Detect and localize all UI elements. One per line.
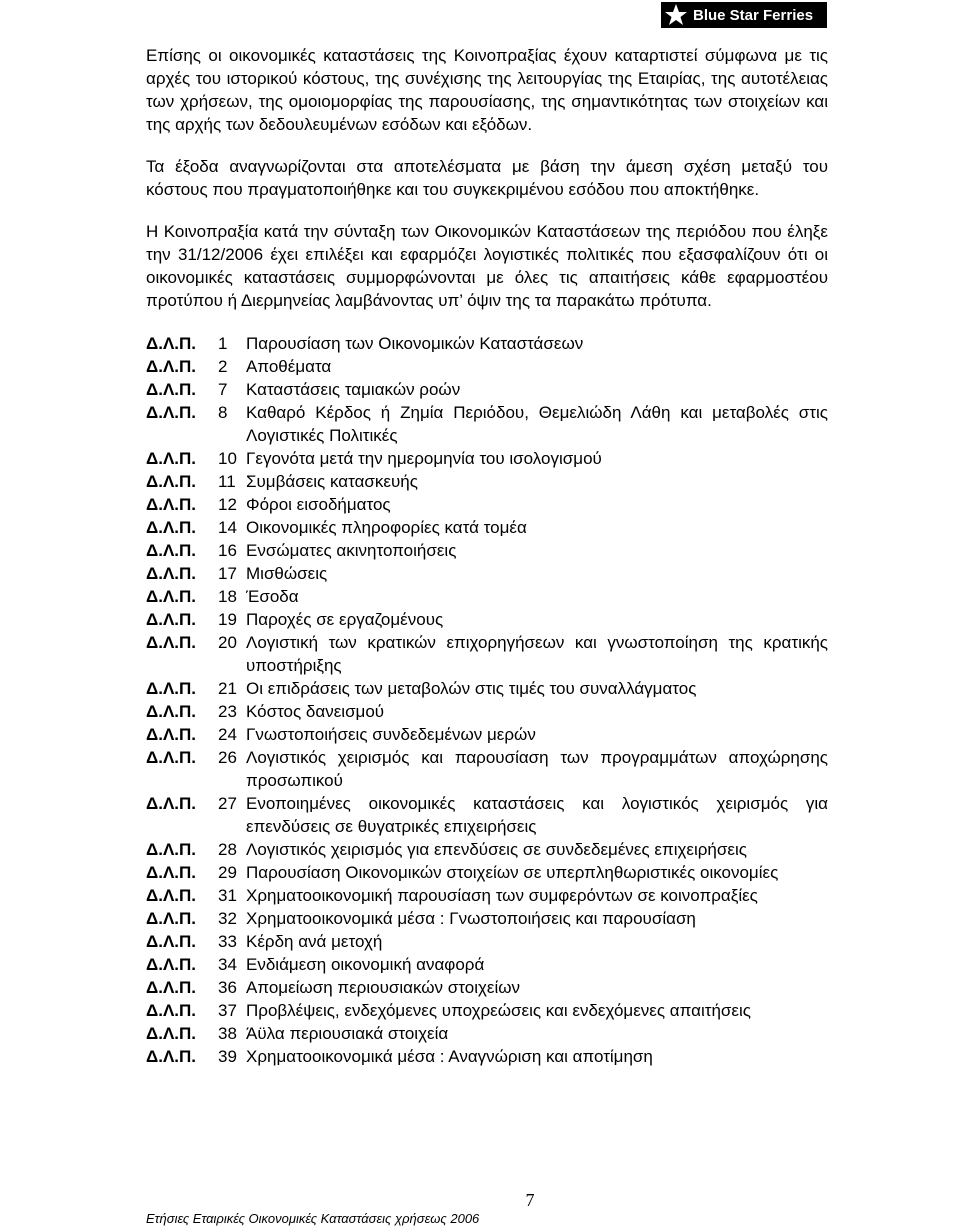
standard-item [146,608,828,631]
standard-title: Παρουσίαση των Οικονομικών Καταστάσεων [246,334,584,353]
standard-number: 36 [218,978,237,997]
standard-prefix: Δ.Λ.Π. [146,633,197,652]
standard-item [146,378,828,401]
standard-title: Παρουσίαση Οικονομικών στοιχείων σε υπερπληθωριστικές οικονομίες [246,863,779,882]
standard-title: Αποθέματα [246,357,332,376]
standard-prefix: Δ.Λ.Π. [146,564,197,583]
standard-number: 31 [218,886,237,905]
standard-item [146,884,828,907]
standard-title: Χρηματοοικονομικά μέσα : Αναγνώριση και αποτίμηση [246,1047,653,1066]
standard-prefix: Δ.Λ.Π. [146,1024,197,1043]
standard-number: 21 [218,679,237,698]
standard-number: 38 [218,1024,237,1043]
standard-title: Οι επιδράσεις των μεταβολών στις τιμές του συναλλάγματος [246,679,697,698]
standards-list [146,332,828,1068]
standard-number: 17 [218,564,237,583]
standard-item [146,355,828,378]
standard-title: Χρηματοοικονομική παρουσίαση των συμφερόντων σε κοινοπραξίες [246,886,758,905]
standard-item [146,516,828,539]
standard-item [146,562,828,585]
standard-prefix: Δ.Λ.Π. [146,840,197,859]
standard-prefix: Δ.Λ.Π. [146,357,197,376]
standard-title: Λογιστικός χειρισμός για επενδύσεις σε συνδεδεμένες επιχειρήσεις [246,840,747,859]
standard-prefix: Δ.Λ.Π. [146,1047,197,1066]
standard-number: 10 [218,449,237,468]
standard-item [146,470,828,493]
standard-number: 37 [218,1001,237,1020]
standard-item [146,447,828,470]
page-number: 7 [525,1190,535,1210]
standard-prefix: Δ.Λ.Π. [146,518,197,537]
standard-item [146,999,828,1022]
document-body [146,44,828,1068]
standard-title: Κόστος δανεισμού [246,702,385,721]
standard-item [146,723,828,746]
standard-prefix: Δ.Λ.Π. [146,1001,197,1020]
standard-title: Συμβάσεις κατασκευής [246,472,418,491]
standard-prefix: Δ.Λ.Π. [146,610,197,629]
standard-item [146,746,828,792]
standard-title: Ενοποιημένες οικονομικές καταστάσεις και λογιστικός χειρισμός για επενδύσεις σε θυγατρικές επιχειρήσεις [246,794,828,836]
standard-title: Λογιστική των κρατικών επιχορηγήσεων και γνωστοποίηση της κρατικής υποστήριξης [246,633,828,675]
standard-number: 16 [218,541,237,560]
standard-number: 27 [218,794,237,813]
standard-item [146,907,828,930]
standard-title: Απομείωση περιουσιακών στοιχείων [246,978,521,997]
paragraph-accounting-policies: Η Κοινοπραξία κατά την σύνταξη των Οικονομικών Καταστάσεων της περιόδου που έληξε την 31/12/2006 έχει επιλέξει και εφαρμόζει λογιστικές πολιτικές που εξασφαλίζουν ότι οι οικονομικές καταστάσεις συμμορφώνονται με όλες τις απαιτήσεις κάθε εφαρμοστέου προτύπου ή Διερμηνείας λαμβάνοντας υπ’ όψιν της τα παρακάτω πρότυπα. [146,222,828,310]
standard-prefix: Δ.Λ.Π. [146,380,197,399]
standard-prefix: Δ.Λ.Π. [146,541,197,560]
star-icon [663,2,689,28]
standard-prefix: Δ.Λ.Π. [146,472,197,491]
standard-item [146,1022,828,1045]
standard-prefix: Δ.Λ.Π. [146,932,197,951]
standard-number: 20 [218,633,237,652]
standard-number: 32 [218,909,237,928]
standard-number: 28 [218,840,237,859]
standard-number: 29 [218,863,237,882]
standard-title: Μισθώσεις [246,564,328,583]
standard-number: 1 [218,334,228,353]
standard-prefix: Δ.Λ.Π. [146,978,197,997]
standard-title: Ενσώματες ακινητοποιήσεις [246,541,457,560]
standard-prefix: Δ.Λ.Π. [146,794,197,813]
standard-title: Έσοδα [246,587,299,606]
standard-item [146,1045,828,1068]
standard-prefix: Δ.Λ.Π. [146,403,197,422]
standard-number: 11 [218,472,236,491]
standard-title: Φόροι εισοδήματος [246,495,391,514]
standard-number: 14 [218,518,237,537]
standard-prefix: Δ.Λ.Π. [146,587,197,606]
standard-item [146,631,828,677]
standard-title: Γνωστοποιήσεις συνδεδεμένων μερών [246,725,536,744]
standard-item [146,401,828,447]
standard-item [146,677,828,700]
standard-number: 8 [218,403,228,422]
standard-title: Καταστάσεις ταμιακών ροών [246,380,461,399]
company-logo [661,2,827,28]
standard-title: Παροχές σε εργαζομένους [246,610,444,629]
standard-item [146,539,828,562]
standard-item [146,700,828,723]
standard-prefix: Δ.Λ.Π. [146,449,197,468]
standard-prefix: Δ.Λ.Π. [146,955,197,974]
standard-title: Γεγονότα μετά την ημερομηνία του ισολογισμού [246,449,602,468]
standard-number: 26 [218,748,237,767]
standard-item [146,861,828,884]
standard-item [146,493,828,516]
standard-title: Χρηματοοικονομικά μέσα : Γνωστοποιήσεις και παρουσίαση [246,909,696,928]
standard-prefix: Δ.Λ.Π. [146,909,197,928]
standard-prefix: Δ.Λ.Π. [146,679,197,698]
standard-title: Άϋλα περιουσιακά στοιχεία [246,1024,449,1043]
standard-prefix: Δ.Λ.Π. [146,725,197,744]
standard-prefix: Δ.Λ.Π. [146,495,197,514]
standard-title: Καθαρό Κέρδος ή Ζημία Περιόδου, Θεμελιώδη Λάθη και μεταβολές στις Λογιστικές Πολιτικές [246,403,828,445]
standard-prefix: Δ.Λ.Π. [146,886,197,905]
standard-number: 34 [218,955,237,974]
standard-number: 18 [218,587,237,606]
standard-title: Προβλέψεις, ενδεχόμενες υποχρεώσεις και ενδεχόμενες απαιτήσεις [246,1001,751,1020]
standard-item [146,930,828,953]
standard-item [146,585,828,608]
standard-prefix: Δ.Λ.Π. [146,334,197,353]
standard-item [146,953,828,976]
standard-number: 2 [218,357,228,376]
standard-title: Λογιστικός χειρισμός και παρουσίαση των προγραμμάτων αποχώρησης προσωπικού [246,748,828,790]
standard-number: 24 [218,725,237,744]
standard-number: 19 [218,610,237,629]
standard-prefix: Δ.Λ.Π. [146,702,197,721]
standard-number: 33 [218,932,237,951]
standard-item [146,332,828,355]
standard-prefix: Δ.Λ.Π. [146,748,197,767]
standard-title: Ενδιάμεση οικονομική αναφορά [246,955,485,974]
standard-prefix: Δ.Λ.Π. [146,863,197,882]
standard-number: 23 [218,702,237,721]
paragraph-accounting-principles: Επίσης οι οικονομικές καταστάσεις της Κοινοπραξίας έχουν καταρτιστεί σύμφωνα με τις αρχές του ιστορικού κόστους, της συνέχισης της λειτουργίας της Εταιρίας, της αυτοτέλειας των χρήσεων, της ομοιομορφίας της παρουσίασης, της σημαντικότητας των στοιχείων και της αρχής των δεδουλευμένων εσόδων και εξόδων. [146,46,828,134]
paragraph-expenses-recognition: Τα έξοδα αναγνωρίζονται στα αποτελέσματα με βάση την άμεση σχέση μεταξύ του κόστους που πραγματοποιήθηκε και του συγκεκριμένου εσόδου που αποκτήθηκε. [146,157,828,199]
standard-number: 39 [218,1047,237,1066]
standard-title: Κέρδη ανά μετοχή [246,932,383,951]
logo-text: Blue Star Ferries [693,6,814,24]
standard-number: 12 [218,495,237,514]
standard-number: 7 [218,380,228,399]
standard-item [146,976,828,999]
footer-note: Ετήσιες Εταιρικές Οικονομικές Καταστάσεις χρήσεως 2006 [146,1211,480,1226]
standard-item [146,838,828,861]
standard-item [146,792,828,838]
standard-title: Οικονομικές πληροφορίες κατά τομέα [246,518,527,537]
